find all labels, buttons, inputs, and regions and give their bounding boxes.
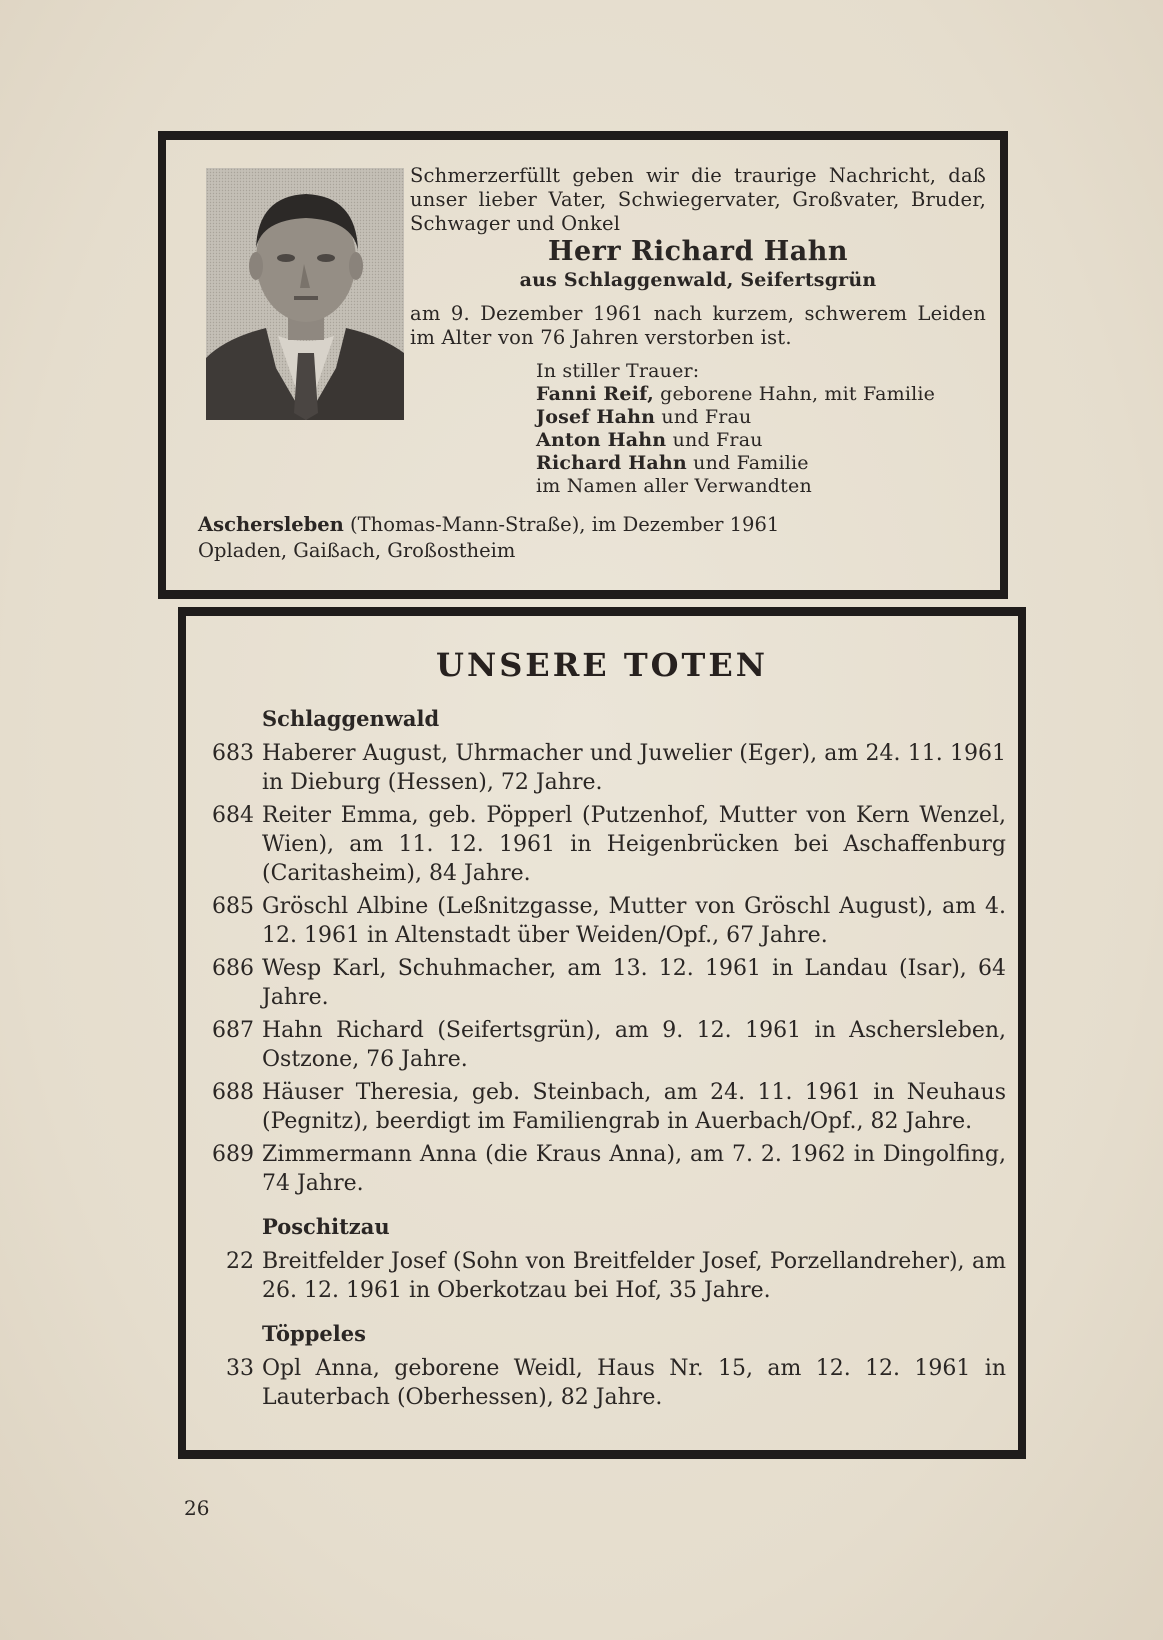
unsere-toten-box <box>178 616 1026 1450</box>
death-entry <box>200 801 1006 888</box>
deceased-name: Herr Richard Hahn <box>547 236 849 267</box>
mourner-detail: und Familie <box>686 452 809 474</box>
obituary-text <box>410 164 986 498</box>
deceased-origin: aus Schlaggenwald, Seifertsgrün <box>519 269 877 291</box>
footer-date: (Thomas-Mann-Straße), im Dezember 1961 <box>343 513 780 536</box>
mourner-name: Richard Hahn <box>536 452 687 474</box>
entry-number: 684 <box>212 803 254 828</box>
entry-number: 689 <box>212 1142 254 1167</box>
entry-text: Häuser Theresia, geb. Steinbach, am 24. 11. 1961 in Neuhaus (Pegnitz), beerdigt im Familiengrab in Auerbach/Opf., 82 Jahre. <box>262 1080 1006 1134</box>
obituary-notice <box>158 140 1008 590</box>
mourners-list <box>536 360 986 498</box>
footer-place: Aschersleben <box>198 513 344 536</box>
mourning-closing: im Namen aller Verwandten <box>536 475 812 497</box>
entry-number: 685 <box>212 894 254 919</box>
death-entry <box>200 1078 1006 1136</box>
death-entry <box>200 1140 1006 1198</box>
page-number: 26 <box>184 1496 210 1520</box>
footer-line-2: Opladen, Gaißach, Großostheim <box>198 539 516 562</box>
entry-text: Hahn Richard (Seifertsgrün), am 9. 12. 1961 in Aschersleben, Ostzone, 76 Jahre. <box>262 1018 1006 1072</box>
entry-text: Breitfelder Josef (Sohn von Breitfelder Josef, Porzellandreher), am 26. 12. 1961 in Oberkotzau bei Hof, 35 Jahre. <box>262 1249 1006 1303</box>
entry-number: 33 <box>226 1356 254 1381</box>
obituary-footer <box>198 512 779 564</box>
death-entry <box>200 1354 1006 1412</box>
mourner-detail: und Frau <box>666 429 763 451</box>
mourner-line <box>536 452 986 475</box>
deaths-list <box>200 704 1006 1416</box>
death-notice: am 9. Dezember 1961 nach kurzem, schwerem Leiden im Alter von 76 Jahren verstorben ist. <box>410 302 986 349</box>
entry-number: 22 <box>226 1249 254 1274</box>
entry-text: Zimmermann Anna (die Kraus Anna), am 7. 2. 1962 in Dingolfing, 74 Jahre. <box>262 1142 1006 1196</box>
entry-text: Wesp Karl, Schuhmacher, am 13. 12. 1961 in Landau (Isar), 64 Jahre. <box>262 956 1006 1010</box>
footer-line-1 <box>198 512 779 538</box>
mourner-detail: geborene Hahn, mit Familie <box>653 383 936 405</box>
section-title: UNSERE TOTEN <box>436 646 768 684</box>
death-entry <box>200 1247 1006 1305</box>
mourner-name: Josef Hahn <box>536 406 656 428</box>
mourner-line <box>536 429 986 452</box>
portrait-photo <box>206 168 404 420</box>
entry-number: 688 <box>212 1080 254 1105</box>
entry-text: Reiter Emma, geb. Pöpperl (Putzenhof, Mutter von Kern Wenzel, Wien), am 11. 12. 1961 in Heigenbrücken bei Aschaffenburg (Caritasheim), 84 Jahre. <box>262 803 1006 886</box>
death-entry <box>200 1016 1006 1074</box>
mourner-line <box>536 406 986 429</box>
entry-number: 683 <box>212 741 254 766</box>
death-entry <box>200 739 1006 797</box>
mourner-name: Anton Hahn <box>536 429 667 451</box>
mourner-name: Fanni Reif, <box>536 383 654 405</box>
entry-number: 687 <box>212 1018 254 1043</box>
entry-number: 686 <box>212 956 254 981</box>
entry-text: Opl Anna, geborene Weidl, Haus Nr. 15, am 12. 12. 1961 in Lauterbach (Oberhessen), 82 Jahre. <box>262 1356 1006 1410</box>
mourner-detail: und Frau <box>655 406 752 428</box>
mourning-heading: In stiller Trauer: <box>536 360 700 382</box>
entry-text: Gröschl Albine (Leßnitzgasse, Mutter von Gröschl August), am 4. 12. 1961 in Altenstadt über Weiden/Opf., 67 Jahre. <box>262 894 1006 948</box>
place-heading: Töppeles <box>262 1321 366 1346</box>
place-heading: Schlaggenwald <box>262 706 440 731</box>
death-entry <box>200 892 1006 950</box>
portrait-image <box>206 168 404 420</box>
death-entry <box>200 954 1006 1012</box>
entry-text: Haberer August, Uhrmacher und Juwelier (Eger), am 24. 11. 1961 in Dieburg (Hessen), 72 Jahre. <box>262 741 1006 795</box>
place-heading: Poschitzau <box>262 1214 390 1239</box>
obituary-intro: Schmerzerfüllt geben wir die traurige Nachricht, daß unser lieber Vater, Schwiegervater, Großvater, Bruder, Schwager und Onkel <box>410 164 986 235</box>
mourner-line <box>536 383 986 406</box>
